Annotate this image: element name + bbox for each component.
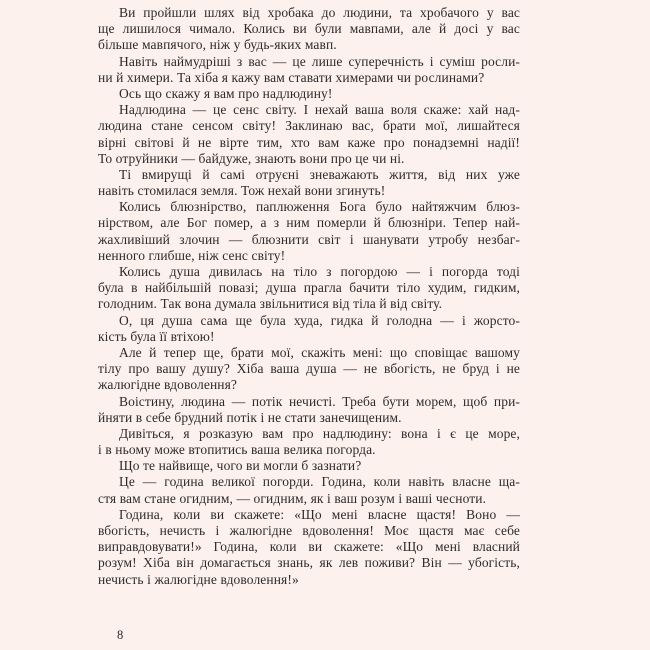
text-line: Ті вмирущі й самі отруєні зневажають життя, від них уже [119,166,520,182]
text-line: тілу про вашу душу? Хіба ваша душа — не вбогість, не бруд і не [98,361,520,377]
paragraph [98,86,520,102]
paragraph [98,264,520,313]
paragraph [98,394,520,426]
paragraph [98,458,520,474]
text-line: нечисть і жалюгідне вдоволення!» [98,571,299,587]
text-line: вбогість, нечисть і жалюгідне вдоволення! Моє щастя має себе [98,523,520,538]
text-line: Але й тепер ще, брати мої, скажіть мені: що сповіщає вашому [119,344,520,360]
paragraph [98,426,520,458]
page-text [98,5,520,588]
paragraph [98,54,520,86]
paragraph [98,167,520,199]
text-line: навіть стомилася земля. Тож нехай вони згинуть! [98,183,386,199]
text-line: стя вам стане огидним, — огидним, як і ваш розум і ваші чесноти. [98,490,487,506]
paragraph [98,102,520,167]
paragraph [98,345,520,394]
text-line: нірством, але Бог помер, а з ним померли й блюзніри. Тепер най- [98,215,520,231]
text-line: Година, коли ви скажете: «Що мені власне щастя! Воно — [119,506,520,522]
paragraph [98,199,520,264]
paragraph [98,5,520,54]
text-line: Надлюдина — це сенс світу. І нехай ваша воля скаже: хай над- [119,102,520,118]
paragraph [98,474,520,506]
text-line: Навіть наймудріші з вас — це лише суперечність і суміш росли- [119,53,520,69]
paragraph [98,313,520,345]
text-line: ще лишилося чимало. Колись ви були мавпами, але й досі у вас [98,21,520,37]
text-line: ни й химери. Та хіба я кажу вам ставати химерами чи рослинами? [98,69,485,85]
text-line: голодним. Так вона думала звільнитися від тіла й від світу. [98,296,443,312]
text-line: вірні світові й не вірте тим, хто вам каже про понадземні надії! [98,134,520,150]
text-line: ненного глибше, ніж сенс світу! [98,247,286,263]
text-line: Ось що скажу я вам про надлюдину! [119,85,333,101]
text-line: Воістину, людина — потік нечисті. Треба бути морем, щоб при- [119,393,520,409]
text-line: кість була її втіхою! [98,328,215,344]
text-line: і в ньому може втопитись ваша велика погорда. [98,442,376,458]
text-line: більше мавпячого, ніж у будь-яких мавп. [98,37,337,53]
text-line: людина стане сенсом світу! Заклинаю вас, брати мої, лишайтеся [98,118,520,134]
text-line: була в найбільшій повазі; душа прагла бачити тіло худим, гидким, [98,280,520,296]
paragraph [98,507,520,588]
text-line: Дивіться, я розказую вам про надлюдину: вона і є це море, [119,425,520,441]
text-line: Колись блюзнірство, паплюження Бога було найтяжчим блюз- [119,199,520,215]
text-line: О, ця душа сама ще була худа, гидка й голодна — і жорсто- [119,312,520,328]
text-line: жахливіший злочин — блюзнити світ і шанувати утробу незбаг- [98,231,520,247]
text-line: Що те найвище, чого ви могли б зазнати? [119,458,362,474]
text-line: розум! Хіба він домагається знань, як лев поживи? Він — убогість, [98,555,520,571]
text-line: То отруйники — байдуже, знають вони про це чи ні. [98,150,405,166]
text-line: Колись душа дивилась на тіло з погордою — і погорда тоді [119,264,520,279]
text-line: йняти в себе брудний потік і не стати занечищеним. [98,409,402,425]
text-line: Ви пройшли шлях від хробака до людини, та хробачого у вас [119,5,520,20]
page-number: 8 [117,628,124,642]
text-line: жалюгідне вдоволення? [98,377,237,393]
text-line: виправдовувати!» Година, коли ви скажете: «Що мені власний [98,539,520,555]
text-line: Це — година великої погорди. Година, коли навіть власне ща- [119,474,520,490]
